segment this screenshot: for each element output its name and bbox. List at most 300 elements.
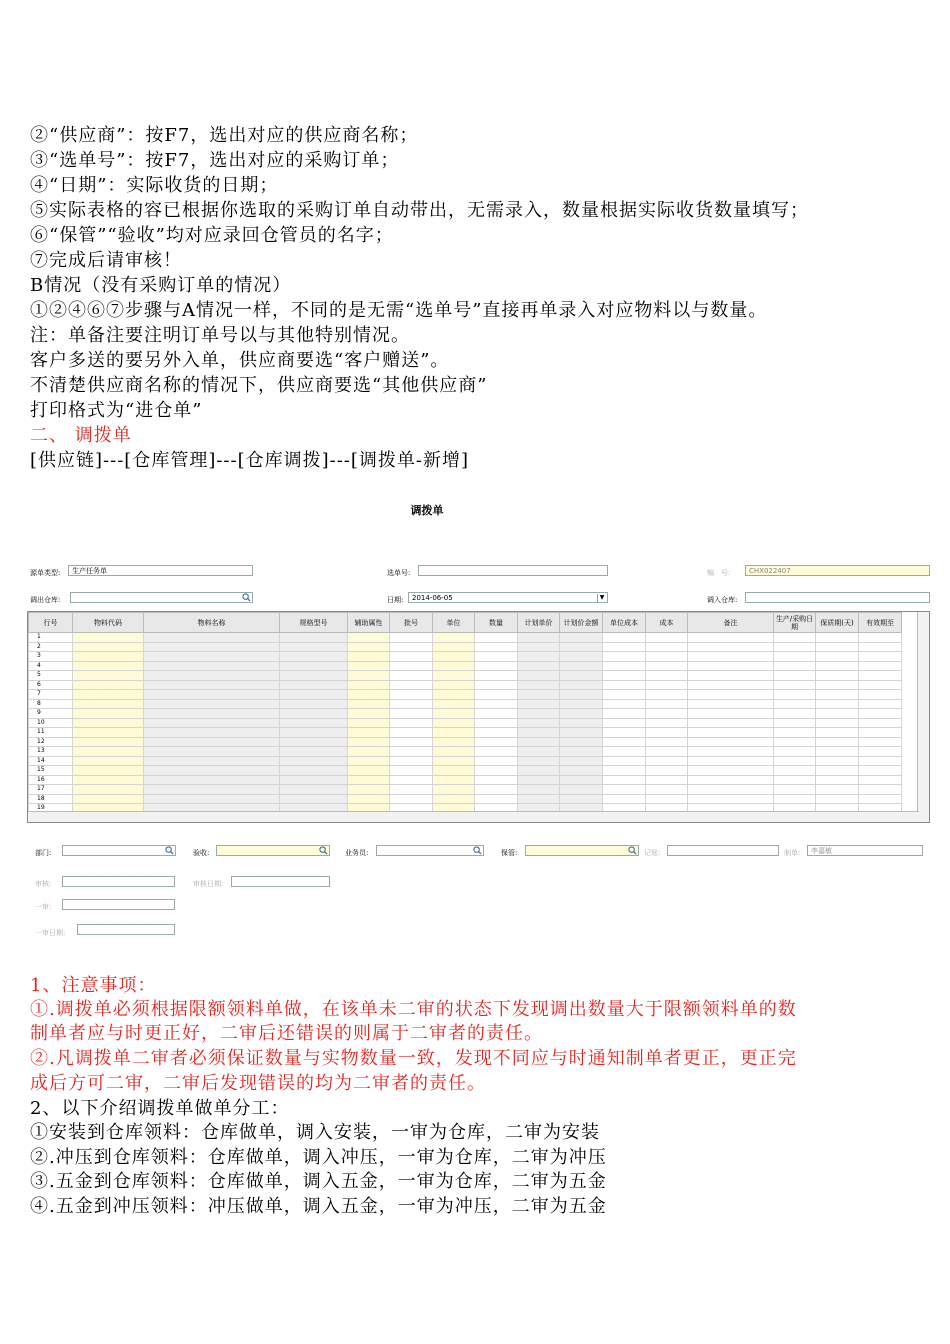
table-cell[interactable] [144,756,280,766]
table-cell[interactable] [518,652,560,662]
table-cell[interactable] [280,633,348,643]
table-cell[interactable] [603,737,646,747]
column-header[interactable]: 辅助属性 [348,613,390,633]
table-cell[interactable] [433,747,475,757]
table-cell[interactable] [816,775,859,785]
table-row[interactable] [29,652,902,662]
table-cell[interactable] [73,642,144,652]
table-cell[interactable] [560,794,603,804]
table-cell[interactable] [603,699,646,709]
table-cell[interactable] [518,699,560,709]
table-cell[interactable] [518,785,560,795]
table-cell[interactable] [859,728,902,738]
table-cell[interactable] [774,661,816,671]
table-cell[interactable] [433,709,475,719]
table-cell[interactable] [603,728,646,738]
table-cell[interactable] [433,718,475,728]
table-cell[interactable] [433,794,475,804]
audit-date-field[interactable] [231,876,330,887]
table-cell[interactable] [518,756,560,766]
table-cell[interactable] [144,642,280,652]
lookup-icon[interactable] [473,846,482,855]
table-cell[interactable] [646,661,688,671]
table-cell[interactable] [560,680,603,690]
table-cell[interactable] [390,766,433,776]
table-cell[interactable] [280,737,348,747]
lookup-icon[interactable] [242,593,251,602]
table-cell[interactable] [433,728,475,738]
table-row[interactable] [29,728,902,738]
table-cell[interactable] [560,728,603,738]
table-cell[interactable] [280,728,348,738]
table-cell[interactable] [774,671,816,681]
select-no-field[interactable] [418,565,608,576]
item-grid[interactable] [27,611,930,823]
table-cell[interactable] [348,633,390,643]
lookup-icon[interactable] [628,846,637,855]
table-cell[interactable] [475,756,518,766]
vertical-scrollbar[interactable] [917,612,929,822]
table-cell[interactable] [390,737,433,747]
table-cell[interactable] [646,775,688,785]
table-cell[interactable] [560,671,603,681]
table-cell[interactable] [688,737,774,747]
table-cell[interactable] [475,747,518,757]
table-cell[interactable] [774,775,816,785]
table-cell[interactable] [475,785,518,795]
table-cell[interactable] [859,699,902,709]
table-cell[interactable] [859,718,902,728]
table-cell[interactable] [518,794,560,804]
source-type-field[interactable]: 生产任务单 [68,565,253,576]
table-cell[interactable] [560,766,603,776]
table-row[interactable] [29,737,902,747]
table-cell[interactable] [646,690,688,700]
table-cell[interactable] [859,680,902,690]
table-cell[interactable] [816,785,859,795]
table-cell[interactable] [560,699,603,709]
table-cell[interactable] [73,766,144,776]
table-cell[interactable] [688,699,774,709]
table-cell[interactable] [475,671,518,681]
table-cell[interactable] [73,747,144,757]
table-cell[interactable] [390,747,433,757]
table-cell[interactable] [603,747,646,757]
table-cell[interactable] [348,785,390,795]
table-cell[interactable] [280,775,348,785]
table-cell[interactable] [859,671,902,681]
table-cell[interactable] [518,709,560,719]
table-cell[interactable] [73,728,144,738]
table-cell[interactable] [859,652,902,662]
table-cell[interactable] [816,737,859,747]
table-row[interactable] [29,766,902,776]
column-header[interactable]: 规格型号 [280,613,348,633]
table-cell[interactable] [144,747,280,757]
table-cell[interactable] [280,661,348,671]
table-cell[interactable] [816,728,859,738]
table-cell[interactable] [433,690,475,700]
table-cell[interactable] [518,680,560,690]
table-cell[interactable] [475,699,518,709]
table-cell[interactable] [859,775,902,785]
table-row[interactable] [29,794,902,804]
table-cell[interactable] [560,642,603,652]
table-cell[interactable] [816,652,859,662]
table-cell[interactable] [646,728,688,738]
table-cell[interactable] [816,671,859,681]
table-cell[interactable] [816,642,859,652]
table-cell[interactable] [348,690,390,700]
table-cell[interactable] [518,718,560,728]
table-cell[interactable] [646,756,688,766]
column-header[interactable]: 保质期(天) [816,613,859,633]
table-cell[interactable] [774,728,816,738]
table-row[interactable] [29,633,902,643]
table-cell[interactable] [144,671,280,681]
table-cell[interactable] [774,747,816,757]
table-cell[interactable] [73,709,144,719]
table-cell[interactable] [774,699,816,709]
table-cell[interactable] [688,633,774,643]
table-cell[interactable] [518,775,560,785]
table-cell[interactable] [144,680,280,690]
table-cell[interactable] [816,718,859,728]
table-cell[interactable] [560,737,603,747]
table-cell[interactable] [73,775,144,785]
column-header[interactable]: 计划单价 [518,613,560,633]
table-cell[interactable] [646,766,688,776]
table-cell[interactable] [560,775,603,785]
table-cell[interactable] [560,652,603,662]
table-cell[interactable] [475,737,518,747]
column-header[interactable]: 单位成本 [603,613,646,633]
table-cell[interactable] [688,747,774,757]
table-cell[interactable] [560,747,603,757]
table-cell[interactable] [348,652,390,662]
table-cell[interactable] [475,690,518,700]
table-cell[interactable] [433,766,475,776]
table-cell[interactable] [390,709,433,719]
table-cell[interactable] [73,652,144,662]
table-cell[interactable] [475,775,518,785]
table-cell[interactable] [688,756,774,766]
table-cell[interactable] [390,652,433,662]
table-row[interactable] [29,775,902,785]
horizontal-scrollbar[interactable] [28,811,919,822]
table-cell[interactable] [603,785,646,795]
table-cell[interactable] [816,747,859,757]
table-cell[interactable] [144,794,280,804]
table-cell[interactable] [475,633,518,643]
table-cell[interactable] [646,794,688,804]
table-cell[interactable] [433,633,475,643]
table-cell[interactable] [816,756,859,766]
table-cell[interactable] [433,775,475,785]
table-cell[interactable] [774,642,816,652]
column-header[interactable]: 物料代码 [73,613,144,633]
table-cell[interactable] [348,680,390,690]
table-cell[interactable] [646,671,688,681]
table-cell[interactable] [859,756,902,766]
table-cell[interactable] [816,766,859,776]
table-cell[interactable] [603,633,646,643]
table-cell[interactable] [73,671,144,681]
salesman-field[interactable] [376,845,484,856]
table-cell[interactable] [390,699,433,709]
table-cell[interactable] [688,794,774,804]
table-cell[interactable] [144,633,280,643]
table-cell[interactable] [390,728,433,738]
table-cell[interactable] [390,775,433,785]
table-cell[interactable] [603,661,646,671]
table-cell[interactable] [774,690,816,700]
table-cell[interactable] [859,661,902,671]
table-cell[interactable] [646,747,688,757]
post-field[interactable] [667,845,779,856]
table-cell[interactable] [774,766,816,776]
number-field[interactable]: CHX022407 [745,565,930,576]
table-cell[interactable] [144,661,280,671]
column-header[interactable]: 有效期至 [859,613,902,633]
table-cell[interactable] [348,728,390,738]
table-cell[interactable] [816,633,859,643]
table-cell[interactable] [646,785,688,795]
table-cell[interactable] [603,794,646,804]
table-cell[interactable] [646,718,688,728]
table-row[interactable] [29,642,902,652]
column-header[interactable]: 单位 [433,613,475,633]
keeper-field[interactable] [525,845,639,856]
table-cell[interactable] [280,766,348,776]
table-cell[interactable] [646,709,688,719]
table-cell[interactable] [475,642,518,652]
table-cell[interactable] [688,718,774,728]
table-row[interactable] [29,671,902,681]
table-cell[interactable] [688,785,774,795]
table-cell[interactable] [73,756,144,766]
column-header[interactable]: 计划价金额 [560,613,603,633]
table-cell[interactable] [603,690,646,700]
table-cell[interactable] [518,766,560,776]
table-cell[interactable] [390,633,433,643]
table-cell[interactable] [73,718,144,728]
table-cell[interactable] [816,680,859,690]
table-cell[interactable] [688,652,774,662]
inspect-field[interactable] [216,845,330,856]
table-cell[interactable] [688,680,774,690]
table-cell[interactable] [774,785,816,795]
table-cell[interactable] [518,642,560,652]
table-cell[interactable] [144,709,280,719]
table-cell[interactable] [816,709,859,719]
in-warehouse-field[interactable] [745,592,930,603]
table-cell[interactable] [144,766,280,776]
table-row[interactable] [29,718,902,728]
table-cell[interactable] [816,661,859,671]
table-cell[interactable] [688,690,774,700]
table-cell[interactable] [603,652,646,662]
table-cell[interactable] [475,718,518,728]
table-cell[interactable] [144,652,280,662]
table-cell[interactable] [688,766,774,776]
table-row[interactable] [29,699,902,709]
table-row[interactable] [29,661,902,671]
table-row[interactable] [29,747,902,757]
table-cell[interactable] [348,718,390,728]
table-cell[interactable] [280,671,348,681]
table-cell[interactable] [73,680,144,690]
table-cell[interactable] [73,794,144,804]
table-cell[interactable] [433,699,475,709]
table-cell[interactable] [603,766,646,776]
table-cell[interactable] [603,709,646,719]
table-cell[interactable] [433,671,475,681]
table-cell[interactable] [646,642,688,652]
table-cell[interactable] [603,642,646,652]
table-row[interactable] [29,785,902,795]
table-cell[interactable] [280,699,348,709]
dropdown-arrow-icon[interactable]: ▼ [597,594,606,602]
table-cell[interactable] [475,766,518,776]
table-row[interactable] [29,680,902,690]
table-cell[interactable] [433,652,475,662]
table-cell[interactable] [646,633,688,643]
table-cell[interactable] [816,699,859,709]
table-cell[interactable] [518,737,560,747]
table-cell[interactable] [688,728,774,738]
table-cell[interactable] [688,775,774,785]
table-cell[interactable] [475,728,518,738]
column-header[interactable]: 行号 [29,613,73,633]
date-field[interactable] [408,592,608,603]
table-cell[interactable] [280,642,348,652]
table-cell[interactable] [144,728,280,738]
table-cell[interactable] [560,709,603,719]
table-cell[interactable] [348,775,390,785]
table-cell[interactable] [560,690,603,700]
table-cell[interactable] [390,680,433,690]
table-row[interactable] [29,690,902,700]
table-cell[interactable] [390,756,433,766]
lookup-icon[interactable] [319,846,328,855]
column-header[interactable]: 备注 [688,613,774,633]
table-cell[interactable] [859,785,902,795]
table-cell[interactable] [475,661,518,671]
first-audit-field[interactable] [62,899,175,910]
table-cell[interactable] [859,766,902,776]
table-row[interactable] [29,756,902,766]
table-cell[interactable] [73,633,144,643]
first-audit-date-field[interactable] [77,924,175,935]
table-cell[interactable] [518,671,560,681]
table-cell[interactable] [774,633,816,643]
table-cell[interactable] [348,699,390,709]
table-cell[interactable] [646,652,688,662]
table-cell[interactable] [390,671,433,681]
table-cell[interactable] [433,642,475,652]
table-cell[interactable] [859,642,902,652]
table-cell[interactable] [348,794,390,804]
column-header[interactable]: 物料名称 [144,613,280,633]
table-cell[interactable] [688,661,774,671]
table-cell[interactable] [390,642,433,652]
table-cell[interactable] [518,747,560,757]
table-cell[interactable] [688,709,774,719]
table-cell[interactable] [73,737,144,747]
table-cell[interactable] [280,756,348,766]
table-cell[interactable] [144,718,280,728]
table-cell[interactable] [475,652,518,662]
table-cell[interactable] [390,718,433,728]
table-cell[interactable] [560,785,603,795]
table-cell[interactable] [774,680,816,690]
table-cell[interactable] [774,652,816,662]
column-header[interactable]: 生产/采购日期 [774,613,816,633]
table-cell[interactable] [603,756,646,766]
audit-field[interactable] [62,876,175,887]
table-cell[interactable] [816,690,859,700]
table-cell[interactable] [280,652,348,662]
table-cell[interactable] [348,661,390,671]
table-cell[interactable] [518,633,560,643]
table-cell[interactable] [688,671,774,681]
column-header[interactable]: 数量 [475,613,518,633]
table-cell[interactable] [390,794,433,804]
table-cell[interactable] [475,709,518,719]
table-cell[interactable] [144,737,280,747]
table-cell[interactable] [348,642,390,652]
table-cell[interactable] [348,737,390,747]
table-row[interactable] [29,709,902,719]
table-cell[interactable] [433,680,475,690]
table-cell[interactable] [348,756,390,766]
table-cell[interactable] [144,785,280,795]
table-cell[interactable] [73,661,144,671]
table-cell[interactable] [646,680,688,690]
table-cell[interactable] [774,718,816,728]
table-cell[interactable] [603,680,646,690]
table-cell[interactable] [774,756,816,766]
table-cell[interactable] [280,709,348,719]
table-cell[interactable] [280,794,348,804]
lookup-icon[interactable] [165,846,174,855]
table-cell[interactable] [73,699,144,709]
table-cell[interactable] [348,671,390,681]
table-cell[interactable] [688,642,774,652]
table-cell[interactable] [433,756,475,766]
table-cell[interactable] [859,709,902,719]
out-warehouse-field[interactable] [70,592,253,603]
table-cell[interactable] [475,680,518,690]
table-cell[interactable] [646,699,688,709]
table-cell[interactable] [603,671,646,681]
table-cell[interactable] [280,718,348,728]
table-cell[interactable] [390,661,433,671]
table-cell[interactable] [603,775,646,785]
table-cell[interactable] [560,633,603,643]
table-cell[interactable] [603,718,646,728]
table-cell[interactable] [348,709,390,719]
table-cell[interactable] [348,747,390,757]
table-cell[interactable] [280,785,348,795]
table-cell[interactable] [73,690,144,700]
table-cell[interactable] [518,728,560,738]
table-cell[interactable] [280,747,348,757]
table-cell[interactable] [280,680,348,690]
table-cell[interactable] [518,690,560,700]
table-cell[interactable] [144,690,280,700]
